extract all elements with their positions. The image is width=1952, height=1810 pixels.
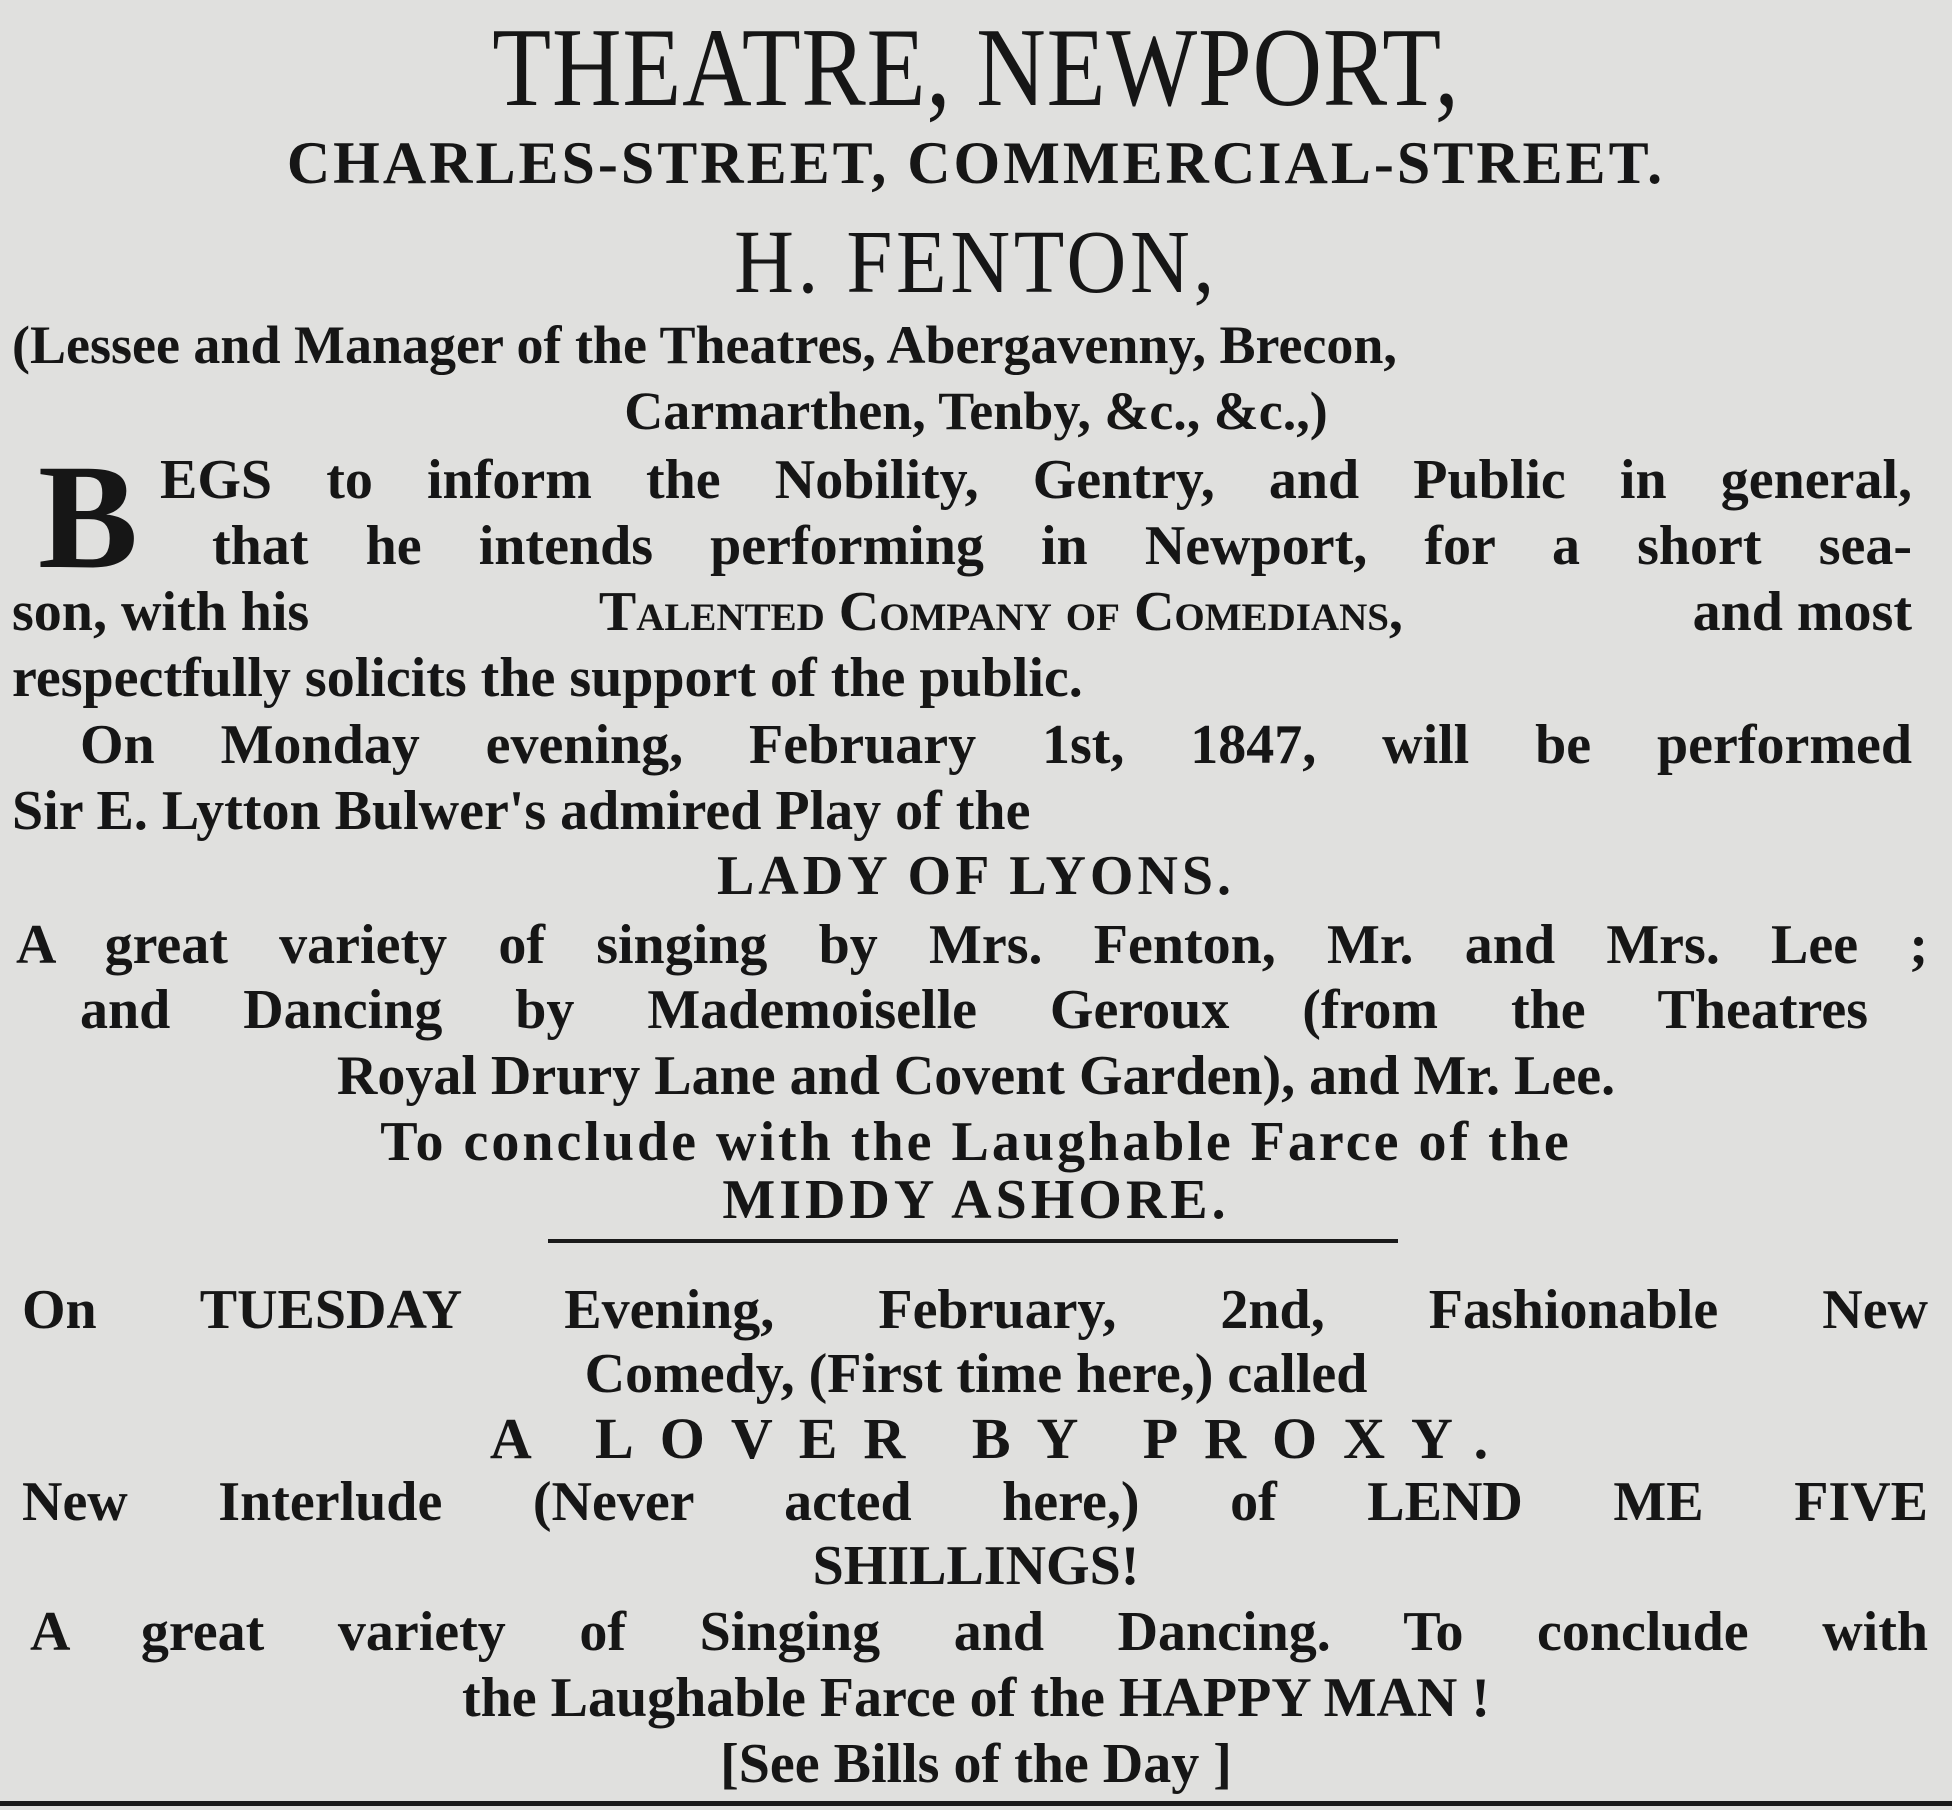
comedy-title: A LOVER BY PROXY. — [489, 1406, 1515, 1471]
theatre-address: CHARLES-STREET, COMMERCIAL-STREET. — [286, 130, 1666, 196]
tuesday-line-4: SHILLINGS! — [812, 1535, 1140, 1597]
drop-cap-letter: B — [38, 434, 139, 600]
manager-role-line-2: Carmarthen, Tenby, &c., &c.,) — [624, 381, 1328, 441]
intro-line-3-end: and most — [1692, 581, 1912, 643]
monday-line-4: and Dancing by Mademoiselle Geroux (from the Theatres — [80, 979, 1868, 1041]
manager-role-line-1: (Lessee and Manager of the Theatres, Abergavenny, Brecon, — [12, 315, 1397, 375]
tuesday-line-1: On TUESDAY Evening, February, 2nd, Fashionable New — [22, 1279, 1928, 1341]
tuesday-line-3: New Interlude (Never acted here,) of LEND ME FIVE — [22, 1471, 1928, 1533]
theatre-title: THEATRE, NEWPORT, — [492, 6, 1460, 130]
tuesday-line-6: the Laughable Farce of the HAPPY MAN ! — [461, 1667, 1491, 1729]
intro-line-2: that he intends performing in Newport, for a short sea- — [212, 515, 1912, 577]
manager-name: H. FENTON, — [734, 213, 1218, 312]
bottom-border — [0, 1801, 1952, 1806]
intro-line-3 — [12, 581, 1912, 643]
section-divider — [548, 1239, 1398, 1243]
monday-line-1: On Monday evening, February 1st, 1847, will be performed — [80, 714, 1912, 776]
intro-line-4: respectfully solicits the support of the public. — [12, 647, 1083, 709]
monday-line-3: A great variety of singing by Mrs. Fenton, Mr. and Mrs. Lee ; — [16, 914, 1928, 976]
company-name: Talented Company of Comedians, — [598, 581, 1403, 643]
monday-line-6: To conclude with the Laughable Farce of the — [380, 1111, 1572, 1173]
tuesday-line-5: A great variety of Singing and Dancing. To conclude with — [30, 1601, 1928, 1663]
intro-line-1: EGS to inform the Nobility, Gentry, and Public in general, — [160, 449, 1912, 511]
intro-line-3-start: son, with his — [12, 581, 310, 643]
farce-title: MIDDY ASHORE. — [722, 1169, 1230, 1231]
play-title: LADY OF LYONS. — [716, 845, 1236, 907]
monday-line-2: Sir E. Lytton Bulwer's admired Play of the — [12, 780, 1031, 842]
tuesday-line-2: Comedy, (First time here,) called — [584, 1343, 1368, 1405]
bills-footer: [See Bills of the Day ] — [720, 1733, 1232, 1795]
monday-line-5: Royal Drury Lane and Covent Garden), and Mr. Lee. — [336, 1045, 1616, 1107]
